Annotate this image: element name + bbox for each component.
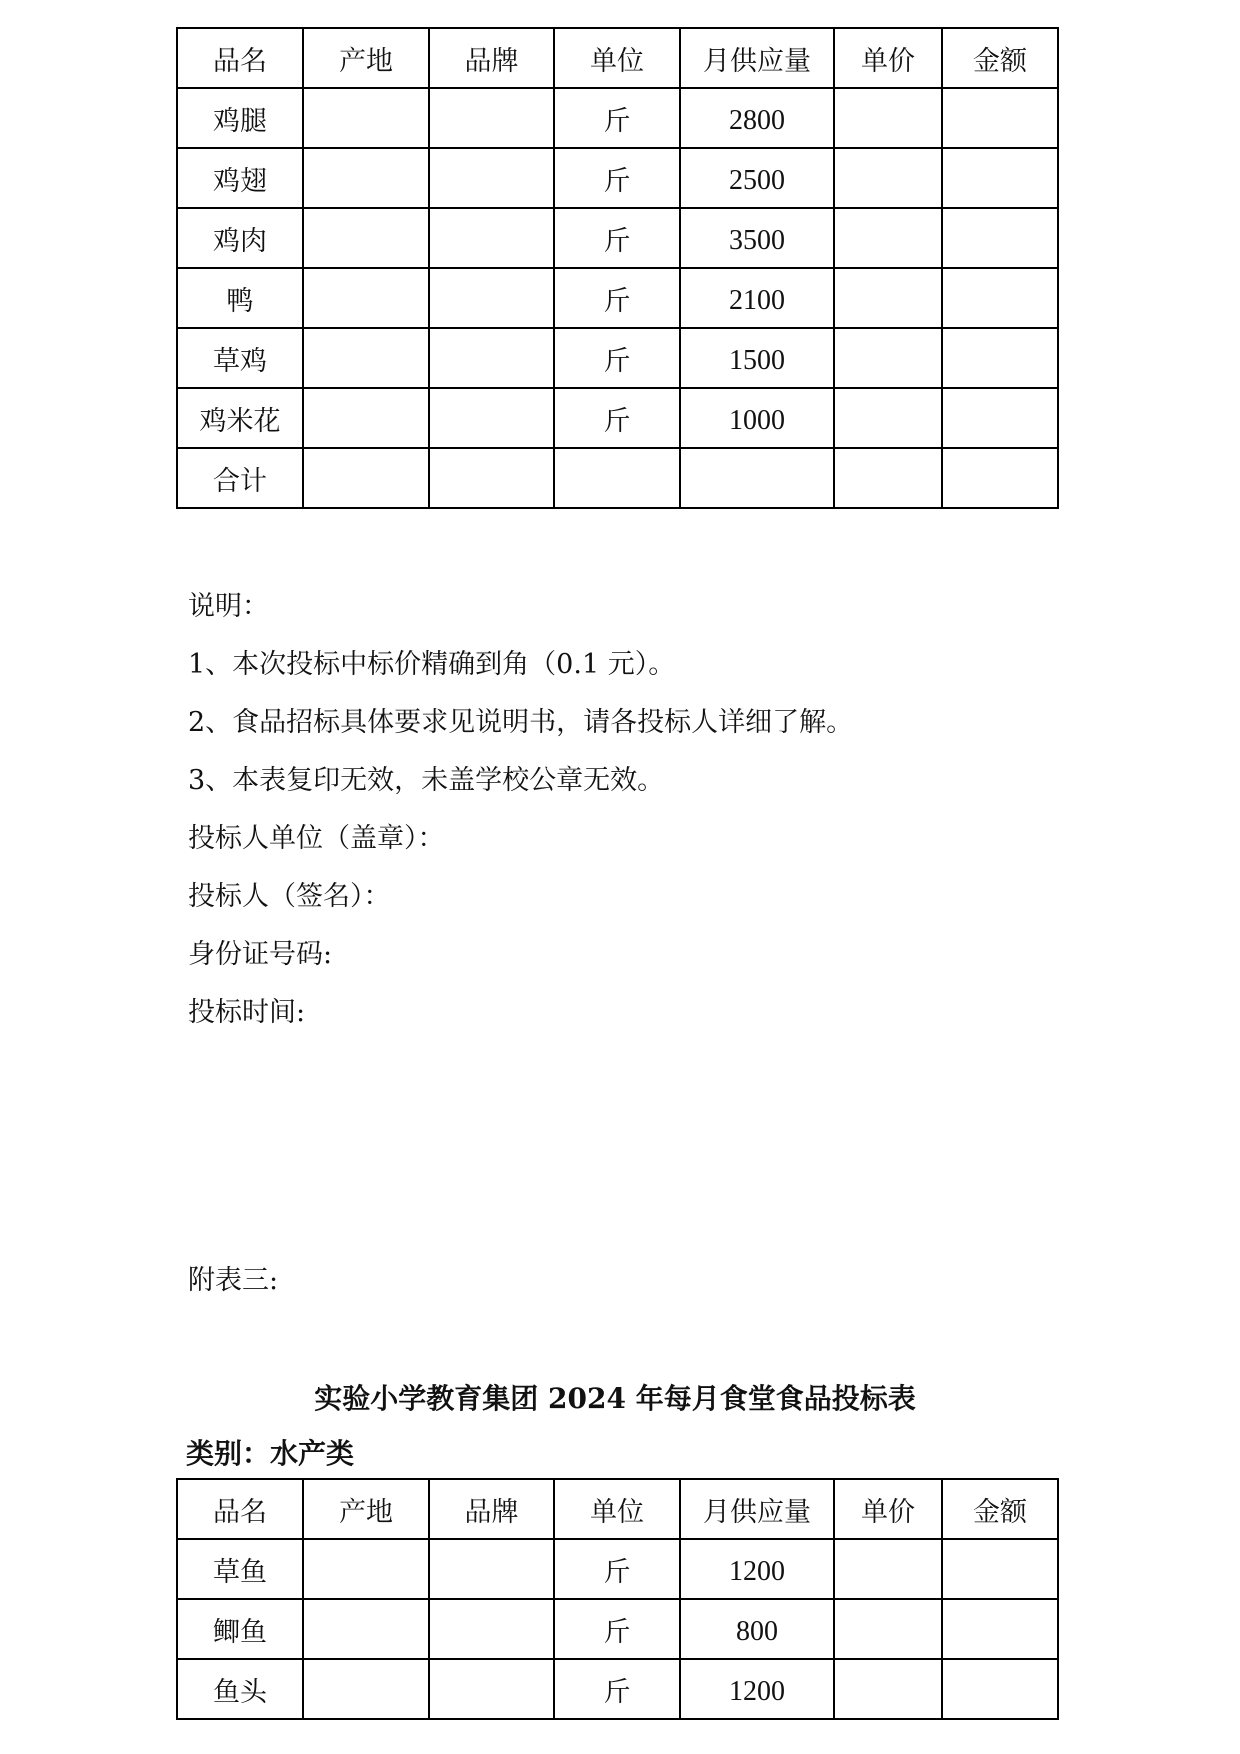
aquatic-bid-table: [176, 1478, 1059, 1720]
cell-name: 鸡米花: [177, 388, 303, 448]
cell-brand[interactable]: [429, 1659, 554, 1719]
cell-amount[interactable]: [942, 328, 1058, 388]
cell-name: 鸡肉: [177, 208, 303, 268]
cell-origin[interactable]: [303, 88, 429, 148]
cell-brand[interactable]: [429, 388, 554, 448]
bid-time-field: 投标时间:: [188, 997, 306, 1028]
table-row: [177, 1599, 1058, 1659]
cell-name: 草鱼: [177, 1539, 303, 1599]
header-monthly-supply: 月供应量: [680, 1479, 834, 1539]
cell-amount[interactable]: [942, 148, 1058, 208]
category-label: 类别：水产类: [186, 1437, 355, 1470]
header-brand: 品牌: [429, 1479, 554, 1539]
table-row: [177, 88, 1058, 148]
table-row: [177, 208, 1058, 268]
table-row: [177, 1539, 1058, 1599]
cell-price[interactable]: [834, 208, 942, 268]
table-header-row: [177, 28, 1058, 88]
header-brand: 品牌: [429, 28, 554, 88]
cell-unit: 斤: [554, 1599, 680, 1659]
cell-unit: 斤: [554, 268, 680, 328]
cell-brand[interactable]: [429, 268, 554, 328]
appendix-label: 附表三:: [188, 1265, 279, 1296]
cell-total-qty: [680, 448, 834, 508]
header-unit: 单位: [554, 28, 680, 88]
cell-unit: 斤: [554, 388, 680, 448]
cell-name: 鸡翅: [177, 148, 303, 208]
table-total-row: [177, 448, 1058, 508]
total-label: 合计: [177, 448, 303, 508]
cell-qty: 800: [680, 1599, 834, 1659]
cell-amount[interactable]: [942, 1599, 1058, 1659]
cell-unit: 斤: [554, 1659, 680, 1719]
cell-price[interactable]: [834, 88, 942, 148]
cell-price[interactable]: [834, 148, 942, 208]
cell-name: 鸭: [177, 268, 303, 328]
cell-total-amount[interactable]: [942, 448, 1058, 508]
cell-qty: 3500: [680, 208, 834, 268]
cell-brand[interactable]: [429, 1539, 554, 1599]
cell-origin[interactable]: [303, 1539, 429, 1599]
header-name: 品名: [177, 28, 303, 88]
notes-section: [188, 578, 853, 1042]
table-header-row: [177, 1479, 1058, 1539]
cell-qty: 1200: [680, 1539, 834, 1599]
cell-unit: 斤: [554, 328, 680, 388]
cell-qty: 1200: [680, 1659, 834, 1719]
header-unit: 单位: [554, 1479, 680, 1539]
id-number-field: 身份证号码:: [188, 939, 333, 970]
header-unit-price: 单价: [834, 28, 942, 88]
cell-amount[interactable]: [942, 88, 1058, 148]
header-origin: 产地: [303, 1479, 429, 1539]
cell-price[interactable]: [834, 388, 942, 448]
bidder-unit-field: 投标人单位（盖章）：: [188, 823, 445, 854]
cell-unit: 斤: [554, 88, 680, 148]
cell-origin[interactable]: [303, 148, 429, 208]
cell-unit: 斤: [554, 148, 680, 208]
cell-qty: 2500: [680, 148, 834, 208]
cell-brand[interactable]: [429, 1599, 554, 1659]
note-item: 1、本次投标中标价精确到角（0.1 元）。: [188, 649, 676, 680]
cell-qty: 1000: [680, 388, 834, 448]
cell-brand[interactable]: [429, 88, 554, 148]
table-row: [177, 148, 1058, 208]
cell-amount[interactable]: [942, 388, 1058, 448]
cell-origin[interactable]: [303, 1659, 429, 1719]
cell-total-price: [834, 448, 942, 508]
cell-origin[interactable]: [303, 1599, 429, 1659]
note-item: 3、本表复印无效，未盖学校公章无效。: [188, 765, 665, 796]
cell-amount[interactable]: [942, 268, 1058, 328]
cell-empty: [303, 448, 429, 508]
cell-empty: [429, 448, 554, 508]
cell-name: 鲫鱼: [177, 1599, 303, 1659]
cell-brand[interactable]: [429, 148, 554, 208]
cell-name: 草鸡: [177, 328, 303, 388]
header-origin: 产地: [303, 28, 429, 88]
cell-origin[interactable]: [303, 328, 429, 388]
cell-origin[interactable]: [303, 208, 429, 268]
note-item: 2、食品招标具体要求见说明书，请各投标人详细了解。: [188, 707, 854, 738]
header-unit-price: 单价: [834, 1479, 942, 1539]
cell-price[interactable]: [834, 1599, 942, 1659]
cell-amount[interactable]: [942, 208, 1058, 268]
cell-qty: 1500: [680, 328, 834, 388]
page-title: [0, 1377, 1240, 1417]
cell-brand[interactable]: [429, 328, 554, 388]
cell-origin[interactable]: [303, 268, 429, 328]
cell-origin[interactable]: [303, 388, 429, 448]
header-monthly-supply: 月供应量: [680, 28, 834, 88]
title-text: 实验小学教育集团 2024 年每月食堂食品投标表: [314, 1382, 916, 1415]
cell-qty: 2100: [680, 268, 834, 328]
bidder-signature-field: 投标人（签名）：: [188, 881, 391, 912]
table-row: [177, 1659, 1058, 1719]
cell-unit: 斤: [554, 208, 680, 268]
header-amount: 金额: [942, 28, 1058, 88]
cell-name: 鱼头: [177, 1659, 303, 1719]
cell-amount[interactable]: [942, 1659, 1058, 1719]
cell-name: 鸡腿: [177, 88, 303, 148]
cell-empty: [554, 448, 680, 508]
header-amount: 金额: [942, 1479, 1058, 1539]
table-row: [177, 328, 1058, 388]
cell-price[interactable]: [834, 1539, 942, 1599]
poultry-bid-table: [176, 27, 1059, 509]
notes-heading: 说明：: [188, 591, 269, 622]
cell-brand[interactable]: [429, 208, 554, 268]
table-row: [177, 388, 1058, 448]
header-name: 品名: [177, 1479, 303, 1539]
cell-unit: 斤: [554, 1539, 680, 1599]
cell-qty: 2800: [680, 88, 834, 148]
cell-amount[interactable]: [942, 1539, 1058, 1599]
cell-price[interactable]: [834, 1659, 942, 1719]
table-row: [177, 268, 1058, 328]
cell-price[interactable]: [834, 268, 942, 328]
cell-price[interactable]: [834, 328, 942, 388]
